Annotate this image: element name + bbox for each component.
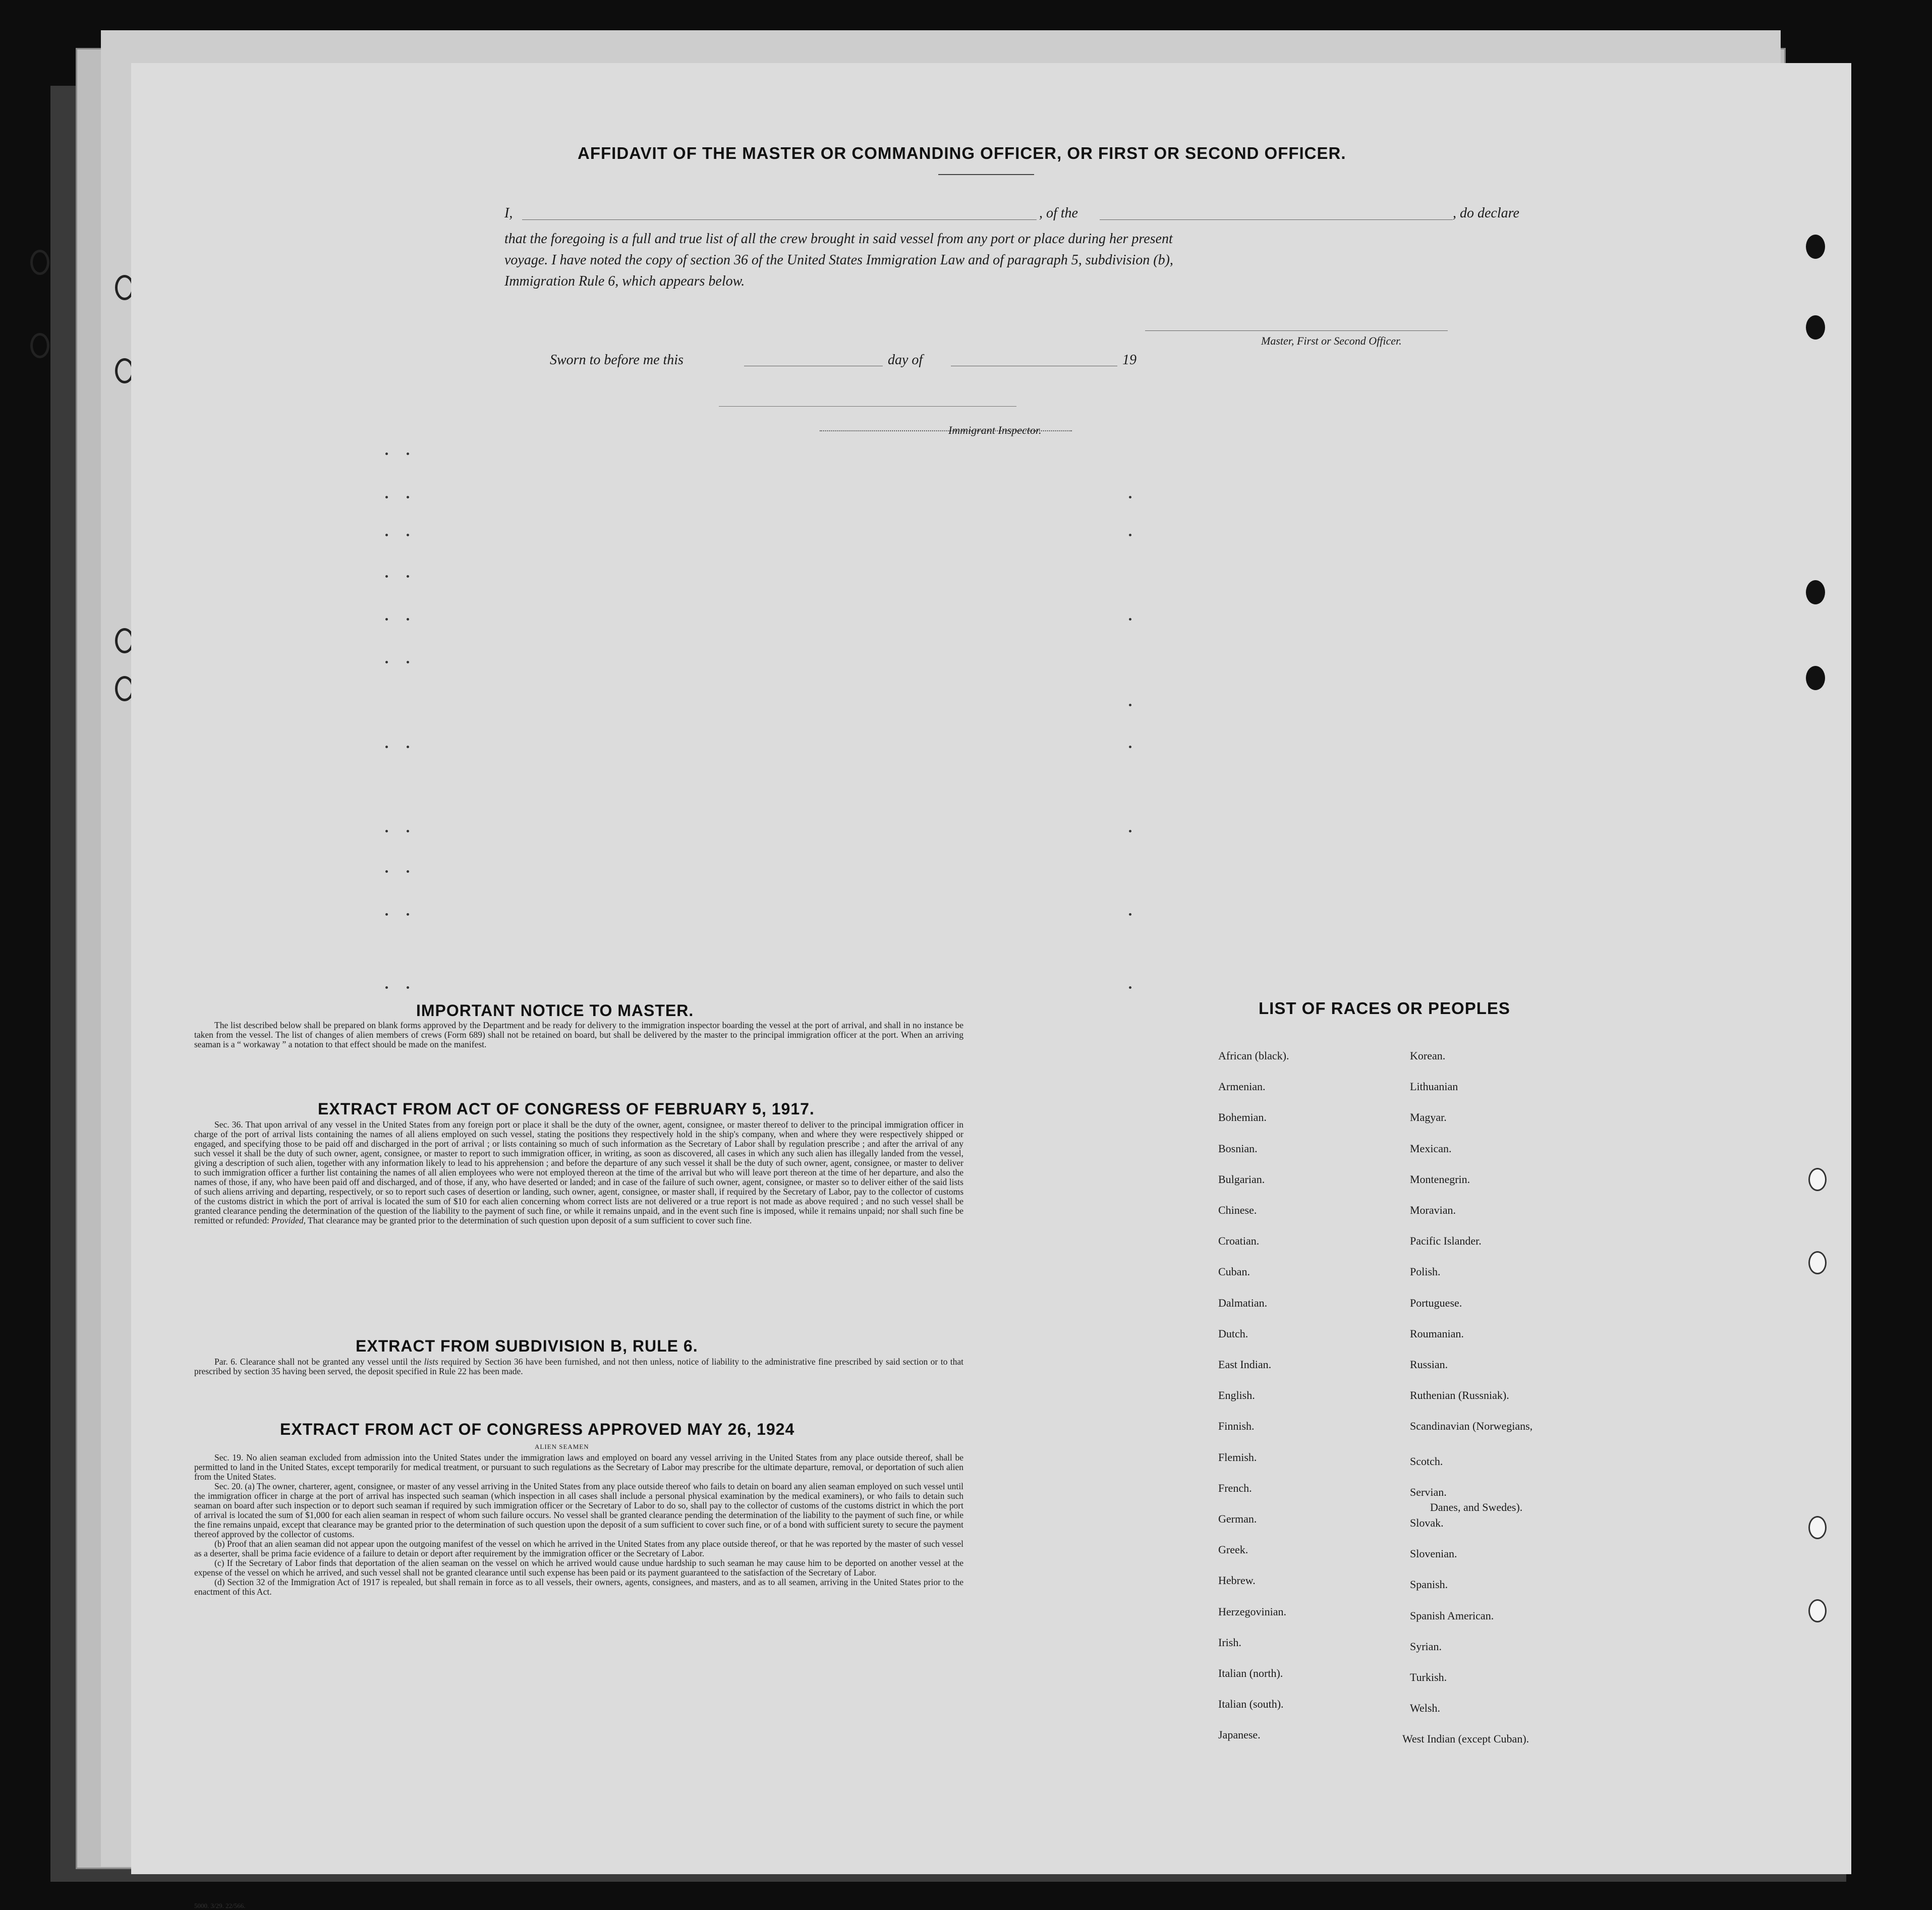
race-item: Magyar. xyxy=(1410,1111,1447,1124)
race-item: Hebrew. xyxy=(1218,1574,1256,1587)
race-item: Armenian. xyxy=(1218,1080,1266,1093)
punch-hole-icon xyxy=(1808,1599,1827,1622)
day-of-text: day of xyxy=(888,352,923,368)
race-item: East Indian. xyxy=(1218,1358,1272,1371)
extract-1917-body: Sec. 36. That upon arrival of any vessel in the United States from any foreign port or place it shall be the duty of the owner, agent, consignee, or master thereof to deliver to the principal immigration officer in charge of the port of arrival lists containing the names of all aliens employed on such vessel, stating the positions they respectively hold in the ship's company, when and where they were respectively shipped or engaged, and specifying those to be paid off and discharged in the port of arrival ; or lists containing so much of such information as the Secretary of Labor shall by regulation prescribe ; and after the arrival of any such vessel it shall be the duty of such owner, agent, consignee, or master to report to such immigration officer, in writing, as soon as discovered, all cases in which any such alien has illegally landed from the vessel, giving a description of such alien, together with any information likely to lead to his apprehension ; and before the departure of any such vessel it shall be the duty of such owner, agent, consignee, or master to deliver to such immigration officer a further list containing the names of all alien employees who were not employed thereon at the time of the arrival but who will leave port thereon at the time of her departure, and also the names of those, if any, who have been paid off and discharged, and of those, if any, who have deserted or landed; and in case of the failure of such owner, agent, consignee, or master so to deliver either of the said lists of such aliens arriving and departing, respectively, or so to report such cases of desertion or landing, such owner, agent, consignee, or master shall, if required by the Secretary of Labor, pay to the collector of customs of the customs district in which the port of arrival is located the sum of $10 for each alien concerning whom correct lists are not delivered or a true report is not made as above required ; and no such vessel shall be granted clearance pending the determination of the question of the liability to the payment of such fine, or while it remains unpaid, and in the event such fine is imposed, while it remains unpaid; nor shall such fine be remitted or refunded: xyxy=(194,1119,963,1225)
race-item: African (black). xyxy=(1218,1049,1289,1062)
inspector-line-top xyxy=(719,406,1016,407)
subdivision-b-title: EXTRACT FROM SUBDIVISION B, RULE 6. xyxy=(356,1337,698,1355)
column-dot xyxy=(385,496,388,498)
sec20c-paragraph: (c) If the Secretary of Labor finds that deportation of the alien seaman on the vessel on which he arrived would cause undue hardship to such seaman he may cause him to be deported on another vessel at the expense of the vessel on which he arrived, and such vessel shall not be granted clearance until such expense has been paid or its payment guaranteed to the satisfaction of the Secretary of Labor. xyxy=(194,1558,963,1578)
column-dot xyxy=(1129,986,1131,989)
binder-ring-icon xyxy=(30,250,49,275)
race-item: Greek. xyxy=(1218,1543,1248,1556)
race-item: Welsh. xyxy=(1410,1702,1440,1715)
race-item: Spanish American. xyxy=(1410,1609,1494,1622)
column-dot xyxy=(407,913,409,916)
race-item: Mexican. xyxy=(1410,1142,1452,1155)
race-item: Cuban. xyxy=(1218,1265,1250,1278)
affidavit-body-line3: Immigration Rule 6, which appears below. xyxy=(504,273,745,289)
race-item: Italian (north). xyxy=(1218,1667,1283,1679)
race-item: French. xyxy=(1218,1481,1252,1494)
race-item: Herzegovinian. xyxy=(1218,1605,1286,1618)
column-dot xyxy=(385,453,388,455)
affidavit-do-declare: , do declare xyxy=(1453,205,1519,221)
race-item: Lithuanian xyxy=(1410,1080,1458,1093)
extract-1917-title: EXTRACT FROM ACT OF CONGRESS OF FEBRUARY 5, 1917. xyxy=(318,1100,815,1118)
race-item: Danes, and Swedes). xyxy=(1430,1501,1523,1513)
race-item: Portuguese. xyxy=(1410,1296,1462,1309)
race-item: Turkish. xyxy=(1410,1671,1447,1683)
punch-hole-icon xyxy=(1806,666,1825,690)
punch-hole-icon xyxy=(1806,580,1825,604)
affidavit-of-the: , of the xyxy=(1039,205,1078,221)
column-dot xyxy=(385,830,388,832)
column-dot xyxy=(1129,618,1131,621)
affidavit-i: I, xyxy=(504,205,513,221)
affidavit-body-line1: that the foregoing is a full and true list of all the crew brought in said vessel from any port or place during her present xyxy=(504,231,1173,247)
sec19-paragraph: Sec. 19. No alien seaman excluded from admission into the United States under the immigration laws and employed on board any vessel arriving in the United States from any place outside thereof, shall be permitted to land in the United States, except temporarily for medical treatment, or pursuant to such regulations as the Secretary of Labor may prescribe for the ultimate departure, removal, or deportation of such alien from the United States. xyxy=(194,1452,963,1482)
race-item: Servian. xyxy=(1410,1485,1447,1498)
sworn-text: Sworn to before me this xyxy=(550,352,684,368)
column-dot xyxy=(407,661,409,663)
race-item: Finnish. xyxy=(1218,1420,1255,1433)
column-dot xyxy=(385,534,388,536)
subdivision-b-text xyxy=(194,1357,963,1376)
race-item: Ruthenian (Russniak). xyxy=(1410,1389,1509,1402)
column-dot xyxy=(407,534,409,536)
race-item: West Indian (except Cuban). xyxy=(1402,1732,1529,1746)
race-item: Scotch. xyxy=(1410,1454,1443,1468)
extract-1924-title: EXTRACT FROM ACT OF CONGRESS APPROVED MAY 26, 1924 xyxy=(280,1420,795,1438)
extract-1917-text xyxy=(194,1120,963,1225)
column-dot xyxy=(1129,830,1131,832)
race-item: Italian (south). xyxy=(1218,1698,1284,1711)
sec20d-paragraph: (d) Section 32 of the Immigration Act of 1917 is repealed, but shall remain in force as to all vessels, their owners, agents, consignees, and masters, and as to all seamen, arriving in the United States prior to the enactment of this Act. xyxy=(194,1577,963,1597)
column-dot xyxy=(1129,534,1131,536)
binder-ring-icon xyxy=(30,333,49,358)
column-dot xyxy=(407,496,409,498)
race-item: English. xyxy=(1218,1389,1255,1402)
year-text: 19 xyxy=(1122,352,1137,368)
signature-line xyxy=(1145,330,1448,331)
extract-1924-text xyxy=(194,1453,963,1597)
column-dot xyxy=(385,618,388,621)
subdivision-b-a: Par. 6. Clearance shall not be granted any vessel until the xyxy=(214,1357,422,1367)
column-dot xyxy=(407,618,409,621)
race-item: Polish. xyxy=(1410,1265,1441,1278)
column-dot xyxy=(385,575,388,578)
race-item: Flemish. xyxy=(1218,1450,1257,1464)
sec20a-paragraph: Sec. 20. (a) The owner, charterer, agent, consignee, or master of any vessel arriving in the United States from any place outside thereof who fails to detain on board any alien seaman employed on such vessel until the immigration officer in charge at the port of arrival has inspected such seaman (which inspection in all cases shall include a personal physical examination by the medical examiners), or who fails to detain such seaman on board after such inspection or to deport such seaman if required by such immigration officer or the Secretary of Labor to do so, shall pay to the collector of customs of the customs district in which the port of arrival is located the sum of $1,000 for each alien seaman in respect of whom such failure occurs. No vessel shall be granted clearance pending the determination of the liability to the payment of such fine, or while the fine remains unpaid, except that clearance may be granted prior to the determination of such question upon the deposit of a sum sufficient to cover such fine, or of a bond with sufficient surety to secure the payment thereof approved by the collector of customs. xyxy=(194,1481,963,1539)
punch-hole-icon xyxy=(1808,1516,1827,1539)
race-item: Chinese. xyxy=(1218,1204,1257,1216)
race-item: Irish. xyxy=(1218,1636,1241,1649)
race-item: Spanish. xyxy=(1410,1578,1448,1591)
column-dot xyxy=(1129,496,1131,498)
race-item: Russian. xyxy=(1410,1358,1448,1371)
race-item: Dutch. xyxy=(1218,1327,1248,1340)
race-item: Croatian. xyxy=(1218,1234,1260,1248)
extract-1917-end: That clearance may be granted prior to the determination of such question upon deposit of a sum sufficient to cover such fine. xyxy=(308,1215,752,1225)
affidavit-body-line2: voyage. I have noted the copy of section 36 of the United States Immigration Law and of paragraph 5, subdivision (b), xyxy=(504,252,1173,268)
column-dot xyxy=(407,746,409,748)
column-dot xyxy=(1129,746,1131,748)
provided-word: Provided, xyxy=(271,1215,306,1225)
race-item: Bosnian. xyxy=(1218,1142,1258,1155)
extract-1917-paragraph xyxy=(194,1120,963,1225)
race-item: Roumanian. xyxy=(1410,1327,1464,1340)
punch-hole-icon xyxy=(1806,235,1825,259)
race-item: Moravian. xyxy=(1410,1204,1456,1216)
punch-hole-icon xyxy=(1806,315,1825,340)
race-item: Slovenian. xyxy=(1410,1547,1457,1560)
subdivision-b-paragraph xyxy=(194,1357,963,1376)
form-code: 5000. 3/29. 22/566. xyxy=(194,1902,246,1909)
race-item: Bohemian. xyxy=(1218,1111,1267,1124)
race-item: Scandinavian (Norwegians, xyxy=(1410,1420,1533,1433)
subdivision-b-b: required by Section 36 have been furnished, and not then unless, notice of liability to the administrative fine prescribed by said section or to that prescribed by section 35 having been served, the deposit specified in Rule 22 has been made. xyxy=(194,1357,964,1376)
vessel-blank-line xyxy=(1100,219,1453,220)
race-item: Pacific Islander. xyxy=(1410,1234,1482,1248)
notice-title: IMPORTANT NOTICE TO MASTER. xyxy=(416,1001,694,1020)
document-page xyxy=(131,63,1851,1909)
race-item: German. xyxy=(1218,1512,1257,1525)
race-item: Korean. xyxy=(1410,1049,1446,1062)
name-blank-line xyxy=(522,219,1037,220)
race-item: Syrian. xyxy=(1410,1640,1442,1653)
race-item: Bulgarian. xyxy=(1218,1172,1265,1186)
race-item: Slovak. xyxy=(1410,1516,1444,1529)
column-dot xyxy=(385,661,388,663)
notice-paragraph: The list described below shall be prepared on blank forms approved by the Department and be ready for delivery to the immigration inspector boarding the vessel at the port of arrival, and shall in no instance be taken from the vessel. The list of changes of alien members of crews (Form 689) shall not be retained on board, but shall be delivered by the master to the principal immigration officer at the port. When an arriving seaman is a “ workaway ” a notation to that effect should be made on the manifest. xyxy=(194,1020,963,1049)
race-item: Montenegrin. xyxy=(1410,1172,1470,1186)
sec20b-paragraph: (b) Proof that an alien seaman did not appear upon the outgoing manifest of the vessel on which he arrived in the United States from any place outside thereof, or that he was reported by the master of such vessel as a deserter, shall be prima facie evidence of a failure to detain or deport after requirement by the immigration officer or the Secretary of Labor. xyxy=(194,1539,963,1558)
column-dot xyxy=(407,453,409,455)
alien-seamen-subtitle: ALIEN SEAMEN xyxy=(535,1443,589,1450)
column-dot xyxy=(385,913,388,916)
punch-hole-icon xyxy=(1808,1251,1827,1274)
column-dot xyxy=(1129,704,1131,706)
master-signature-label: Master, First or Second Officer. xyxy=(1261,334,1402,347)
column-dot xyxy=(385,746,388,748)
column-dot xyxy=(407,575,409,578)
column-dot xyxy=(407,830,409,832)
column-dot xyxy=(407,870,409,873)
lists-word: lists xyxy=(424,1357,438,1367)
column-dot xyxy=(385,986,388,989)
notice-text xyxy=(194,1021,963,1049)
race-item: Dalmatian. xyxy=(1218,1296,1268,1309)
column-dot xyxy=(407,986,409,989)
affidavit-title: AFFIDAVIT OF THE MASTER OR COMMANDING OFFICER, OR FIRST OR SECOND OFFICER. xyxy=(578,144,1346,162)
column-dot xyxy=(385,870,388,873)
divider xyxy=(938,174,1034,175)
inspector-label: Immigrant Inspector. xyxy=(948,424,1042,436)
punch-hole-icon xyxy=(1808,1168,1827,1191)
race-item: Japanese. xyxy=(1218,1728,1261,1742)
races-title: LIST OF RACES OR PEOPLES xyxy=(1259,999,1510,1018)
column-dot xyxy=(1129,913,1131,916)
